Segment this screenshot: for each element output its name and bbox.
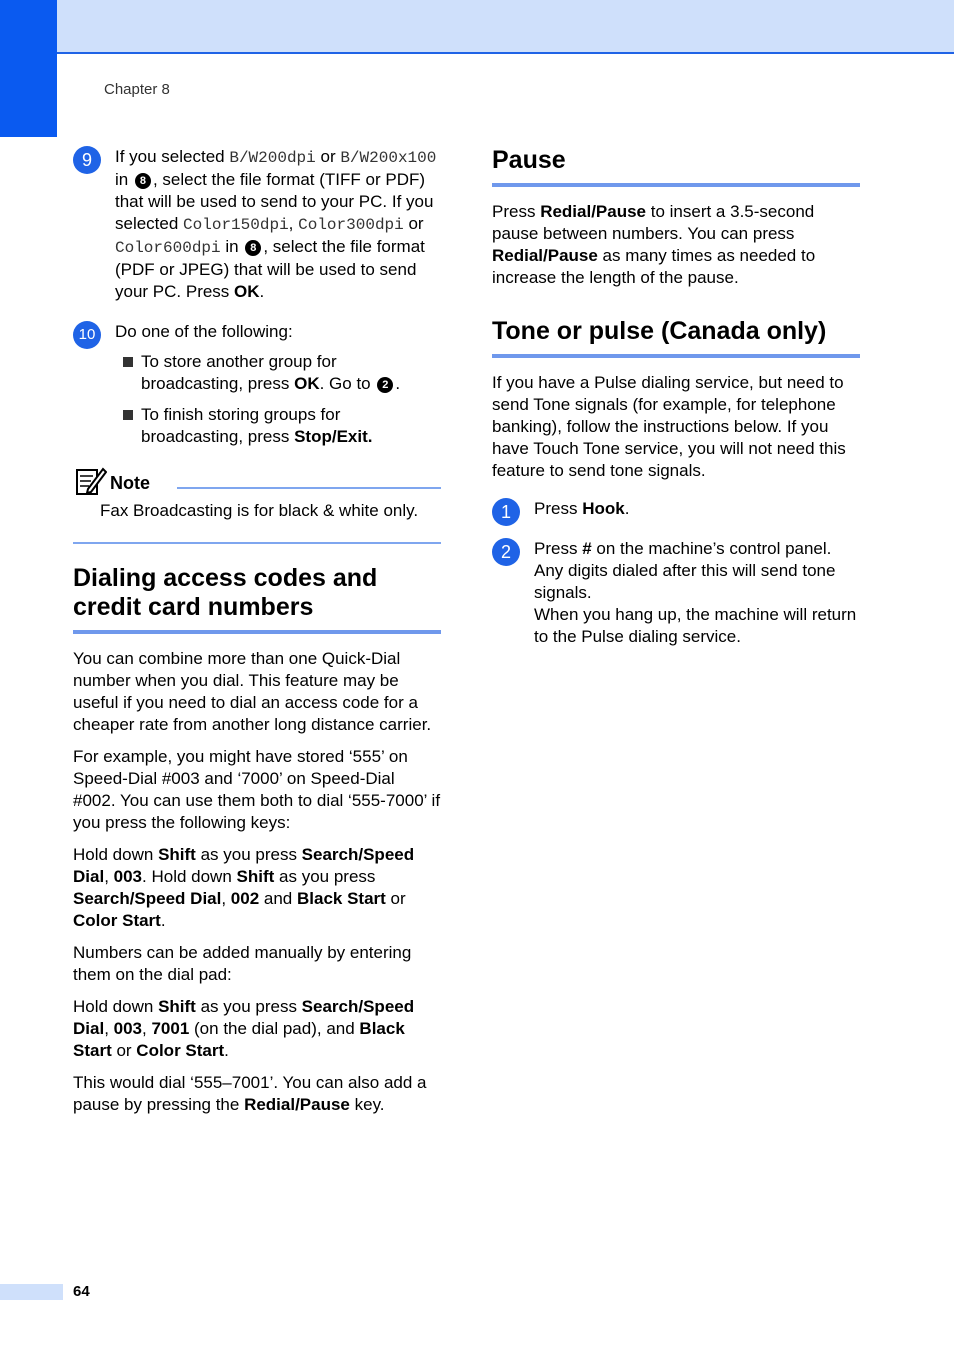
paragraph: Numbers can be added manually by entering them on the dial pad: <box>73 943 412 984</box>
step-2-followup: When you hang up, the machine will return to the Pulse dialing service. <box>534 605 857 646</box>
note-divider <box>177 487 441 489</box>
step-number-10: 10 <box>73 321 101 349</box>
section-heading: Tone or pulse (Canada only) <box>492 317 860 358</box>
section-heading: Pause <box>492 146 860 187</box>
bullet-square-icon <box>123 357 133 367</box>
page-number-bar <box>0 1284 63 1300</box>
paragraph: Hold down Shift as you press Search/Speed Dial, 003. Hold down Shift as you press Search/Speed Dial, 002 and Black Start or Color Start. <box>73 845 415 930</box>
chapter-tab <box>0 0 57 137</box>
right-column <box>492 146 860 658</box>
left-column <box>73 146 441 1126</box>
step-number-2: 2 <box>492 538 520 566</box>
step-ref-icon: 2 <box>377 377 393 393</box>
step-10-text: Do one of the following: <box>115 322 293 341</box>
step-2-text: Press # on the machine’s control panel. Any digits dialed after this will send tone signals. <box>534 539 836 602</box>
step-9 <box>73 146 441 303</box>
note-pencil-icon <box>75 466 107 496</box>
header-bar <box>0 0 954 54</box>
note-title: Note <box>110 473 150 493</box>
list-item: To store another group for broadcasting, press OK. Go to 2 . <box>115 351 441 395</box>
step-10 <box>73 321 441 448</box>
step-2 <box>492 538 860 648</box>
list-item: To finish storing groups for broadcasting, press Stop/Exit. <box>115 404 441 448</box>
paragraph: You can combine more than one Quick-Dial number when you dial. This feature may be useful if you need to dial an access code for a cheaper rate from another long distance carrier. <box>73 649 432 734</box>
paragraph: This would dial ‘555–7001’. You can also add a pause by pressing the Redial/Pause key. <box>73 1073 427 1114</box>
step-number-1: 1 <box>492 498 520 526</box>
paragraph: Hold down Shift as you press Search/Speed Dial, 003, 7001 (on the dial pad), and Black Start or Color Start. <box>73 997 415 1060</box>
step-1-text: Press Hook. <box>534 499 630 518</box>
step-ref-icon: 8 <box>245 240 261 256</box>
step-9-text: If you selected B/W200dpi or B/W200x100 in 8 , select the file format (TIFF or PDF) that will be used to send to your PC. If you selected Color150dpi, Color300dpi or Color600dpi in 8 , select the file format (PDF or JPEG) that will be used to send your PC. Press OK. <box>115 147 437 301</box>
paragraph: For example, you might have stored ‘555’ on Speed-Dial #003 and ‘7000’ on Speed-Dial #002. You can use them both to dial ‘555-7000’ if you press the following keys: <box>73 747 441 832</box>
chapter-label: Chapter 8 <box>104 81 170 98</box>
step-1 <box>492 498 860 520</box>
step-ref-icon: 8 <box>135 173 151 189</box>
page-number: 64 <box>73 1283 90 1300</box>
step-number-9: 9 <box>73 146 101 174</box>
paragraph: If you have a Pulse dialing service, but need to send Tone signals (for example, for telephone banking), follow the instructions below. If you have Touch Tone service, you will not need this feature to send tone signals. <box>492 373 846 480</box>
step-10-options <box>115 351 441 448</box>
note-box <box>73 466 441 544</box>
note-text: Fax Broadcasting is for black & white only. <box>100 501 419 520</box>
bullet-square-icon <box>123 410 133 420</box>
section-heading: Dialing access codes and credit card numbers <box>73 564 441 634</box>
paragraph: Press Redial/Pause to insert a 3.5-second pause between numbers. You can press Redial/Pause as many times as needed to increase the length of the pause. <box>492 202 816 287</box>
